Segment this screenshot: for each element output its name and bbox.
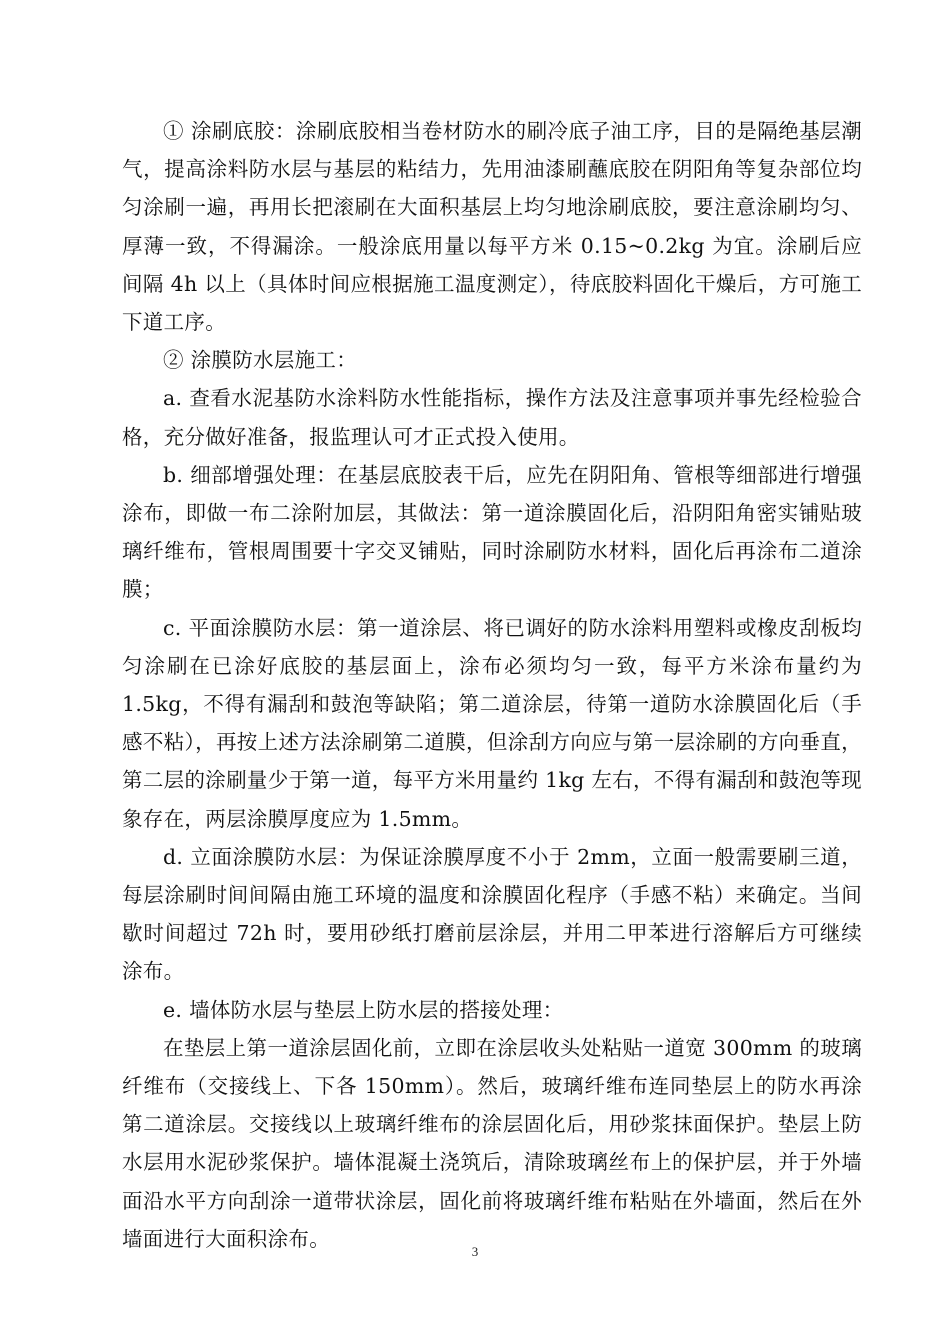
paragraph-apply-primer: ① 涂刷底胶：涂刷底胶相当卷材防水的刷冷底子油工序，目的是隔绝基层潮气，提高涂料防水层与基层的粘结力，先用油漆刷蘸底胶在阴阳角等复杂部位均匀涂刷一遍，再用长把滚刷在大面积基层上均匀地涂刷底胶，要注意涂刷均匀、厚薄一致，不得漏涂。一般涂底用量以每平方米 0.15~0.2kg 为宜。涂刷后应间隔 4h 以上（具体时间应根据施工温度测定），待底胶料固化干燥后，方可施工下道工序。 [122,119,862,335]
paragraph-step-e: e. 墙体防水层与垫层上防水层的搭接处理： [163,997,564,1022]
paragraph-step-d: d. 立面涂膜防水层：为保证涂膜厚度不小于 2mm，立面一般需要刷三道，每层涂刷时间间隔由施工环境的温度和涂膜固化程序（手感不粘）来确定。当间歇时间超过 72h 时，要用砂纸打磨前层涂层，并用二甲苯进行溶解后方可继续涂布。 [122,844,862,984]
paragraph-step-a: a. 查看水泥基防水涂料防水性能指标，操作方法及注意事项并事先经检验合格，充分做好准备，报监理认可才正式投入使用。 [122,386,862,449]
paragraph-step-c: c. 平面涂膜防水层：第一道涂层、将已调好的防水涂料用塑料或橡皮刮板均匀涂刷在已涂好底胶的基层面上，涂布必须均匀一致，每平方米涂布量约为 1.5kg，不得有漏刮和鼓泡等缺陷；第二道涂层，待第一道防水涂膜固化后（手感不粘），再按上述方法涂刷第二道膜，但涂刮方向应与第一层涂刷的方向垂直，第二层的涂刷量少于第一道，每平方米用量约 1kg 左右，不得有漏刮和鼓泡等现象存在，两层涂膜厚度应为 1.5mm。 [122,615,862,831]
page-number: 3 [471,1244,479,1259]
paragraph-coating-heading: ② 涂膜防水层施工： [163,348,358,373]
paragraph-overlap-detail: 在垫层上第一道涂层固化前，立即在涂层收头处粘贴一道宽 300mm 的玻璃纤维布（交接线上、下各 150mm）。然后，玻璃纤维布连同垫层上的防水再涂第二道涂层。交接线以上玻璃纤维布的涂层固化后，用砂浆抹面保护。垫层上防水层用水泥砂浆保护。墙体混凝土浇筑后，清除玻璃丝布上的保护层，并于外墙面沿水平方向刮涂一道带状涂层，固化前将玻璃纤维布粘贴在外墙面，然后在外墙面进行大面积涂布。 [122,1035,862,1251]
paragraph-step-b: b. 细部增强处理：在基层底胶表干后，应先在阴阳角、管根等细部进行增强涂布，即做一布二涂附加层，其做法：第一道涂膜固化后，沿阴阳角密实铺贴玻璃纤维布，管根周围要十字交叉铺贴，同时涂刷防水材料，固化后再涂布二道涂膜； [122,462,862,602]
document-body [122,112,862,1258]
